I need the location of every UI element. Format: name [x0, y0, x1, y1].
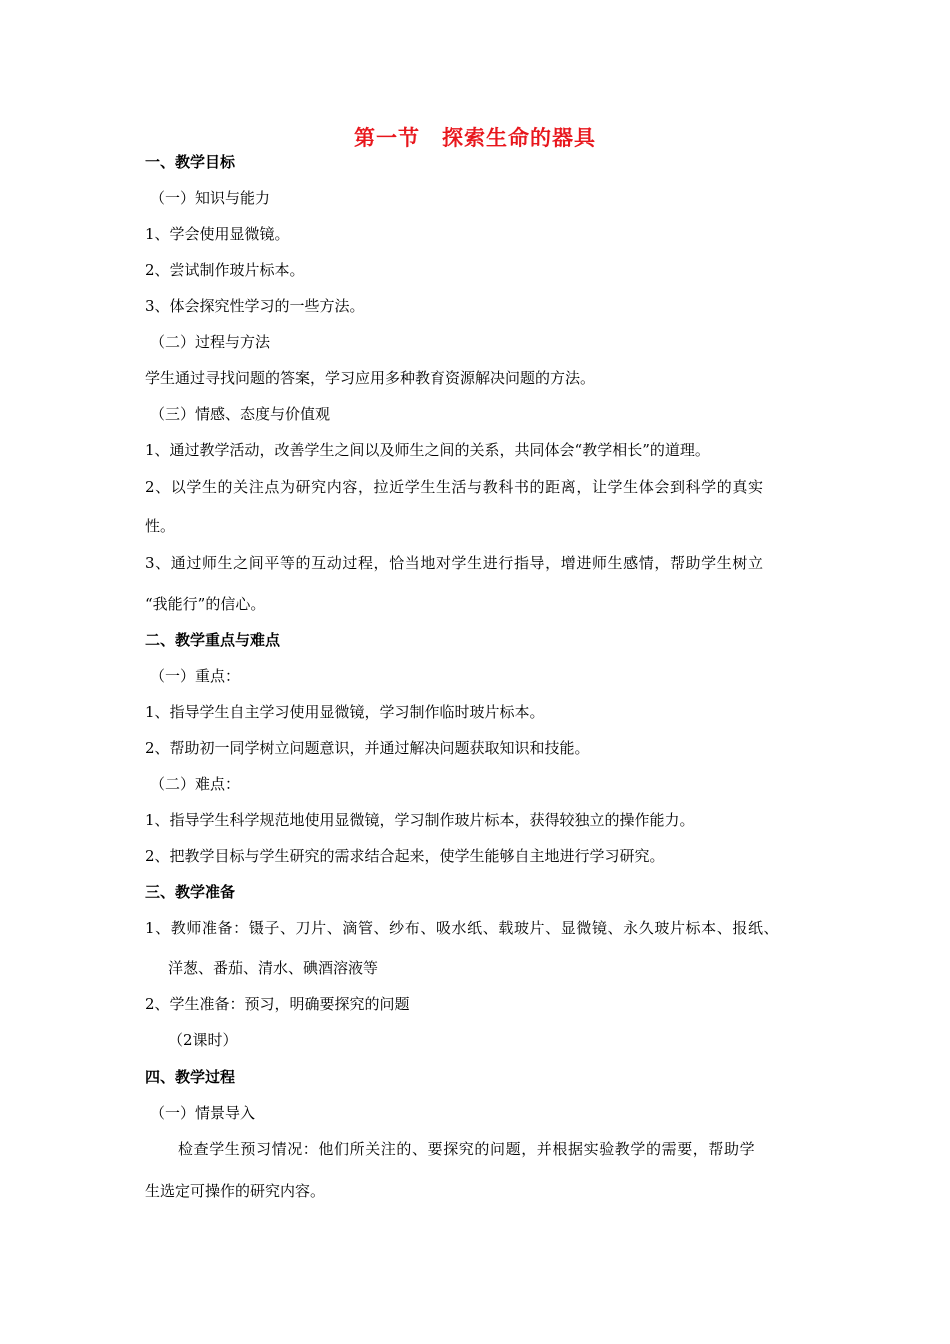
section-heading: 三、教学准备: [145, 883, 236, 901]
section-heading: 二、教学重点与难点: [145, 631, 281, 649]
subsection-heading: （一）情景导入: [150, 1104, 256, 1122]
subsection-heading: （三）情感、态度与价值观: [150, 405, 331, 423]
section-heading: 一、教学目标: [145, 153, 236, 171]
list-item: 2、把教学目标与学生研究的需求结合起来，使学生能够自主地进行学习研究。: [145, 847, 665, 865]
list-item: 2、帮助初一同学树立问题意识，并通过解决问题获取知识和技能。: [145, 739, 590, 757]
subsection-heading: （一）知识与能力: [150, 189, 271, 207]
subsection-heading: （二）难点：: [150, 775, 241, 793]
note: （2课时）: [168, 1031, 238, 1049]
paragraph-continuation: 生选定可操作的研究内容。: [145, 1182, 326, 1200]
list-item-continuation: 性。: [145, 517, 176, 535]
list-item: 1、指导学生自主学习使用显微镜，学习制作临时玻片标本。: [145, 703, 545, 721]
list-item-continuation: “我能行”的信心。: [145, 595, 266, 613]
list-item: 1、教师准备：镊子、刀片、滴管、纱布、吸水纸、载玻片、显微镜、永久玻片标本、报纸、: [145, 919, 780, 937]
section-heading: 四、教学过程: [145, 1068, 236, 1086]
list-item: 2、以学生的关注点为研究内容，拉近学生生活与教科书的距离，让学生体会到科学的真实: [145, 478, 764, 496]
list-item: 2、尝试制作玻片标本。: [145, 261, 305, 279]
list-item: 3、体会探究性学习的一些方法。: [145, 297, 365, 315]
document-title: 第一节 探索生命的器具: [354, 125, 596, 150]
list-item: 1、指导学生科学规范地使用显微镜，学习制作玻片标本，获得较独立的操作能力。: [145, 811, 695, 829]
list-item: 1、通过教学活动，改善学生之间以及师生之间的关系，共同体会“教学相长”的道理。: [145, 441, 710, 459]
list-item: 1、学会使用显微镜。: [145, 225, 290, 243]
list-item: 2、学生准备：预习，明确要探究的问题: [145, 995, 410, 1013]
paragraph: 学生通过寻找问题的答案，学习应用多种教育资源解决问题的方法。: [145, 369, 596, 387]
subsection-heading: （一）重点：: [150, 667, 241, 685]
list-item-continuation: 洋葱、番茄、清水、碘酒溶液等: [168, 959, 379, 977]
subsection-heading: （二）过程与方法: [150, 333, 271, 351]
list-item: 3、通过师生之间平等的互动过程，恰当地对学生进行指导，增进师生感情，帮助学生树立: [145, 554, 764, 572]
paragraph: 检查学生预习情况：他们所关注的、要探究的问题，并根据实验教学的需要，帮助学: [178, 1140, 756, 1158]
